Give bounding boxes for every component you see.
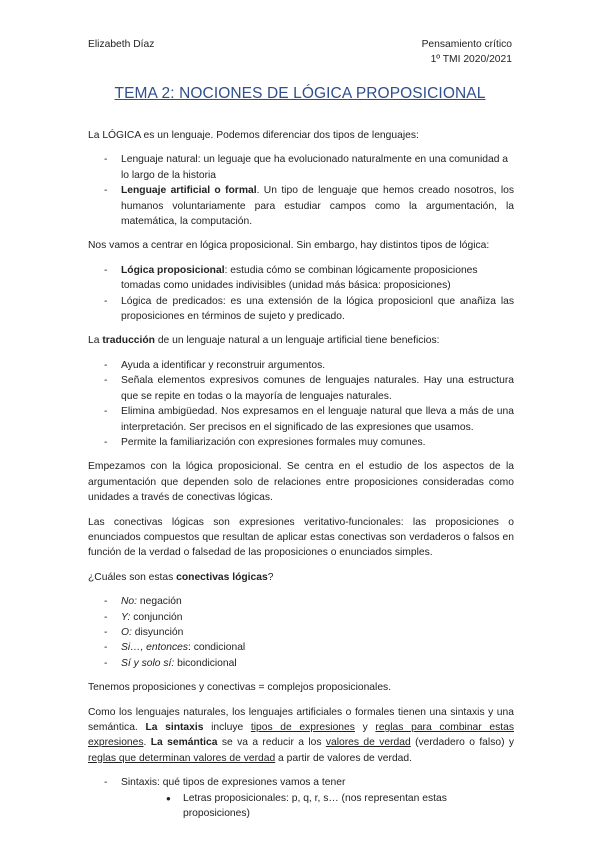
text-span: incluye bbox=[203, 722, 251, 733]
list-item bbox=[88, 263, 514, 294]
connective-name: negación bbox=[137, 596, 182, 608]
translation-post: de un lenguaje natural a un lenguaje artificial tiene beneficios: bbox=[154, 335, 440, 347]
connectives-list bbox=[88, 594, 514, 671]
syntax-sublist bbox=[121, 791, 514, 822]
header-right bbox=[422, 37, 512, 67]
natural-language-text: Lenguaje natural: un leguaje que ha evolucionado naturalmente en una comunidad a lo largo de la historia bbox=[121, 154, 509, 181]
list-item bbox=[88, 294, 514, 325]
text-span: Como los lenguajes naturales, los lenguajes artificiales o formales tienen una sintaxis y una semántica. bbox=[88, 706, 514, 733]
syntax-item-text: Sintaxis: qué tipos de expresiones vamos a tener bbox=[121, 777, 346, 789]
connective-name: disyunción bbox=[131, 626, 184, 638]
header-subject: Pensamiento crítico bbox=[421, 39, 512, 50]
translation-pre: La bbox=[88, 335, 103, 347]
semantics-term: La semántica bbox=[150, 737, 218, 749]
connective-name: conjunción bbox=[130, 611, 183, 623]
language-types-list bbox=[88, 152, 514, 229]
syntax-semantics-paragraph bbox=[88, 705, 514, 767]
list-item bbox=[88, 640, 514, 655]
connective-symbol: Sí y solo sí: bbox=[121, 657, 175, 669]
list-item bbox=[88, 625, 514, 640]
list-item bbox=[88, 656, 514, 671]
header-course: 1º TMI 2020/2021 bbox=[430, 54, 512, 65]
text-span: (verdadero o falso) y bbox=[410, 737, 514, 749]
question-post: ? bbox=[267, 571, 274, 583]
document-body bbox=[88, 128, 514, 830]
translation-term: traducción bbox=[102, 335, 155, 347]
connective-symbol: No: bbox=[121, 596, 138, 608]
predicate-logic-text: Lógica de predicados: es una extensión de la lógica proposicionl que anañiza las proposiciones en términos de sujeto y predicado. bbox=[121, 295, 514, 323]
underlined-term: tipos de expresiones bbox=[250, 722, 355, 733]
list-item bbox=[88, 594, 514, 609]
list-item: - Ayuda a identificar y reconstruir argumentos. bbox=[88, 358, 514, 373]
center-paragraph: Nos vamos a centrar en lógica proposicional. Sin embargo, hay distintos tipos de lógica: bbox=[88, 240, 490, 252]
start-paragraph: Empezamos con la lógica proposicional. Se centra en el estudio de los aspectos de la argumentación que dependen solo de relaciones entre proposiciones consideradas como unidades a través de conectivas lógicas. bbox=[88, 461, 514, 504]
list-item: - Elimina ambigüedad. Nos expresamos en el lenguaje natural que lleva a más de una interpretación. Ser precisos en el significado de las expresiones que usamos. bbox=[88, 404, 514, 435]
syntax-term: La sintaxis bbox=[145, 722, 204, 733]
syntax-list bbox=[88, 775, 514, 821]
artificial-language-text: . Un tipo de lenguaje que hemos creado nosotros, los humanos voluntariamente para estudiar campos como la argumentación, la matemática, la computación. bbox=[121, 185, 514, 228]
underlined-term: valores de verdad bbox=[325, 737, 411, 749]
connective-symbol: Si…, entonces bbox=[121, 642, 188, 654]
list-item bbox=[88, 183, 514, 229]
page-title: TEMA 2: NOCIONES DE LÓGICA PROPOSICIONAL bbox=[114, 85, 486, 102]
complexes-paragraph: Tenemos proposiciones y conectivas = complejos proposicionales. bbox=[88, 682, 392, 694]
list-item: ● Letras proposicionales: p, q, r, s… (nos representan estas proposiciones) bbox=[121, 791, 514, 822]
intro-paragraph: La LÓGICA es un lenguaje. Podemos diferenciar dos tipos de lenguajes: bbox=[88, 130, 419, 141]
text-span: . bbox=[143, 737, 151, 749]
artificial-language-term: Lenguaje artificial o formal bbox=[121, 185, 257, 197]
list-item: - Permite la familiarización con expresiones formales muy comunes. bbox=[88, 435, 514, 450]
list-item bbox=[88, 775, 514, 821]
question-pre: ¿Cuáles son estas bbox=[88, 571, 177, 583]
connectives-paragraph: Las conectivas lógicas son expresiones veritativo-funcionales: las proposiciones o enunciados compuestos que resultan de aplicar estas conectivas son verdaderos o falsos en función de la verdad o falsedad de las proposiciones o enunciados simples. bbox=[88, 516, 514, 559]
list-item: - Señala elementos expresivos comunes de lenguajes naturales. Hay una estructura que se repite en todas o la mayoría de lenguajes naturales. bbox=[88, 373, 514, 404]
translation-paragraph bbox=[88, 333, 514, 348]
question-paragraph bbox=[88, 570, 514, 585]
text-span: se va a reducir a los bbox=[217, 737, 326, 749]
connective-name: bicondicional bbox=[174, 657, 237, 669]
text-span: a partir de valores de verdad. bbox=[275, 752, 412, 764]
connective-symbol: O: bbox=[121, 626, 132, 638]
list-item bbox=[88, 152, 514, 183]
connective-name: : condicional bbox=[187, 642, 246, 654]
logic-types-list bbox=[88, 263, 514, 325]
connective-symbol: Y: bbox=[121, 611, 131, 623]
header-author: Elizabeth Díaz bbox=[88, 39, 155, 50]
propositional-logic-text: : estudia cómo se combinan lógicamente proposiciones tomadas como unidades indivisibles (unidad más básica: proposiciones) bbox=[121, 264, 478, 292]
list-item bbox=[88, 610, 514, 625]
propositional-logic-term: Lógica proposicional bbox=[121, 264, 225, 276]
question-term: conectivas lógicas bbox=[176, 571, 268, 583]
underlined-term: reglas que determinan valores de verdad bbox=[88, 752, 276, 764]
benefits-list bbox=[88, 358, 514, 450]
text-span: y bbox=[354, 722, 376, 733]
underlined-term: reglas para combinar estas expresiones bbox=[88, 722, 514, 749]
